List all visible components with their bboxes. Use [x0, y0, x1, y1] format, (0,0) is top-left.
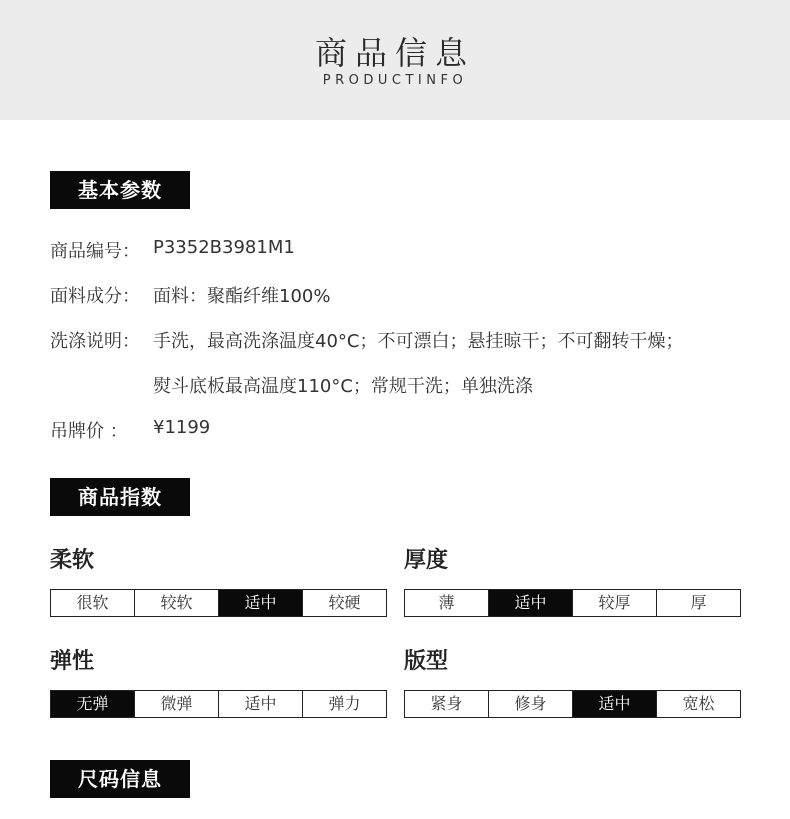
page-title: 商品信息 [314, 34, 475, 72]
product-info-header [0, 0, 790, 120]
scale-option: 修身 [489, 691, 573, 717]
scale-option: 厚 [657, 590, 740, 616]
index-thickness-title: 厚度 [404, 548, 449, 573]
index-softness-scale [50, 589, 387, 617]
param-wash-label: 洗涤说明： [50, 331, 140, 352]
param-price-value: ¥1199 [153, 417, 211, 438]
param-code-value: P3352B3981M1 [153, 237, 295, 258]
scale-option: 宽松 [657, 691, 740, 717]
scale-option: 较厚 [573, 590, 657, 616]
index-softness-title: 柔软 [50, 548, 95, 573]
scale-option: 薄 [405, 590, 489, 616]
scale-option: 适中 [219, 691, 303, 717]
param-fabric-value: 面料：聚酯纤维100% [153, 286, 331, 307]
scale-option-selected: 无弹 [51, 691, 135, 717]
param-price-label: 吊牌价 ： [50, 421, 128, 442]
scale-option: 较硬 [303, 590, 386, 616]
scale-option-selected: 适中 [219, 590, 303, 616]
param-wash-line2: 熨斗底板最高温度110°C；常规干洗；单独洗涤 [153, 376, 533, 397]
param-fabric-label: 面料成分： [50, 286, 140, 307]
param-code-label: 商品编号： [50, 241, 140, 262]
page-subtitle: PRODUCTINFO [322, 73, 468, 88]
scale-option: 较软 [135, 590, 219, 616]
scale-option-selected: 适中 [573, 691, 657, 717]
scale-option: 弹力 [303, 691, 386, 717]
section-basic-params: 基本参数 [50, 171, 190, 209]
scale-option: 紧身 [405, 691, 489, 717]
index-elasticity-scale [50, 690, 387, 718]
index-fit-title: 版型 [404, 649, 449, 674]
index-fit-scale [404, 690, 741, 718]
index-thickness-scale [404, 589, 741, 617]
scale-option: 很软 [51, 590, 135, 616]
section-size-info: 尺码信息 [50, 760, 190, 798]
section-product-index: 商品指数 [50, 478, 190, 516]
index-elasticity-title: 弹性 [50, 649, 95, 674]
scale-option-selected: 适中 [489, 590, 573, 616]
scale-option: 微弹 [135, 691, 219, 717]
param-wash-line1: 手洗，最高洗涤温度40°C；不可漂白；悬挂晾干；不可翻转干燥； [153, 331, 684, 352]
